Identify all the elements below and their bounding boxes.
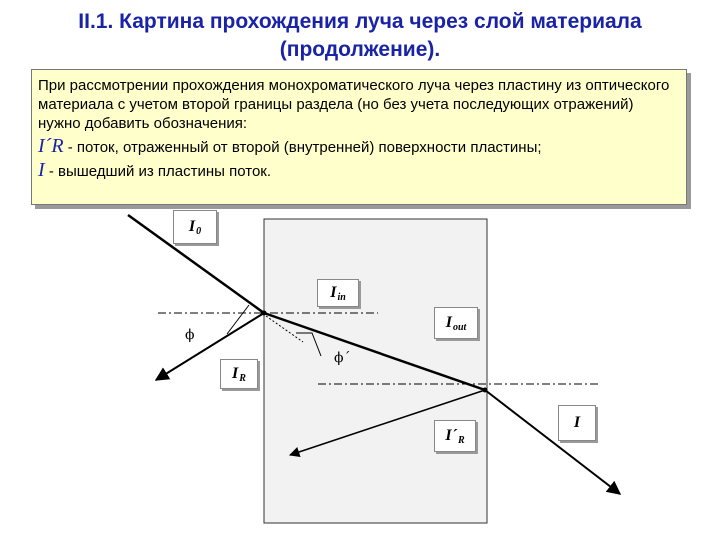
label-output-flux [558, 405, 596, 441]
angle-phi-label: ϕ [185, 327, 195, 343]
symbol-i: I [38, 159, 45, 181]
output-beam [485, 390, 620, 494]
angle-phi-prime-label: ϕ´ [334, 350, 351, 366]
title-line-1: II.1. Картина прохождения луча через слой материала [78, 10, 642, 33]
label-reflected-flux [220, 359, 258, 389]
label-i0-sub: 0 [196, 225, 202, 237]
label-iin-sub: in [337, 291, 346, 303]
label-ir-sub: R [239, 372, 246, 384]
label-ipr-sub: R [457, 434, 465, 446]
label-refracted-flux [317, 279, 359, 307]
first-incidence-point [262, 311, 267, 316]
label-inner-flux-at-exit [434, 307, 478, 339]
second-incidence-point [483, 388, 488, 393]
label-ipr-main: I´ [445, 427, 457, 444]
label-i0-main: I [188, 218, 196, 235]
label-i-main: I [573, 414, 581, 431]
label-internal-reflected-flux [434, 420, 476, 452]
label-incident-flux [173, 210, 217, 244]
label-iin-main: I [330, 284, 337, 301]
label-iout-sub: out [452, 321, 467, 333]
label-iout-main: I [445, 314, 452, 331]
definition-text-1: - поток, отраженный от второй (внутренней) поверхности пластины; [63, 139, 542, 156]
label-ir-main: I [232, 365, 239, 382]
symbol-i-prime-r: I´R [38, 135, 64, 157]
title-line-2: (продолжение). [279, 38, 441, 61]
definition-text-2: - вышедший из пластины поток. [44, 163, 272, 180]
intro-text: При рассмотрении прохождения монохроматического луча через пластину из оптического материала с учетом второй границы раздела (но без учета последующих отражений) нужно добавить обозначения: [38, 77, 670, 132]
material-plate [264, 219, 487, 523]
